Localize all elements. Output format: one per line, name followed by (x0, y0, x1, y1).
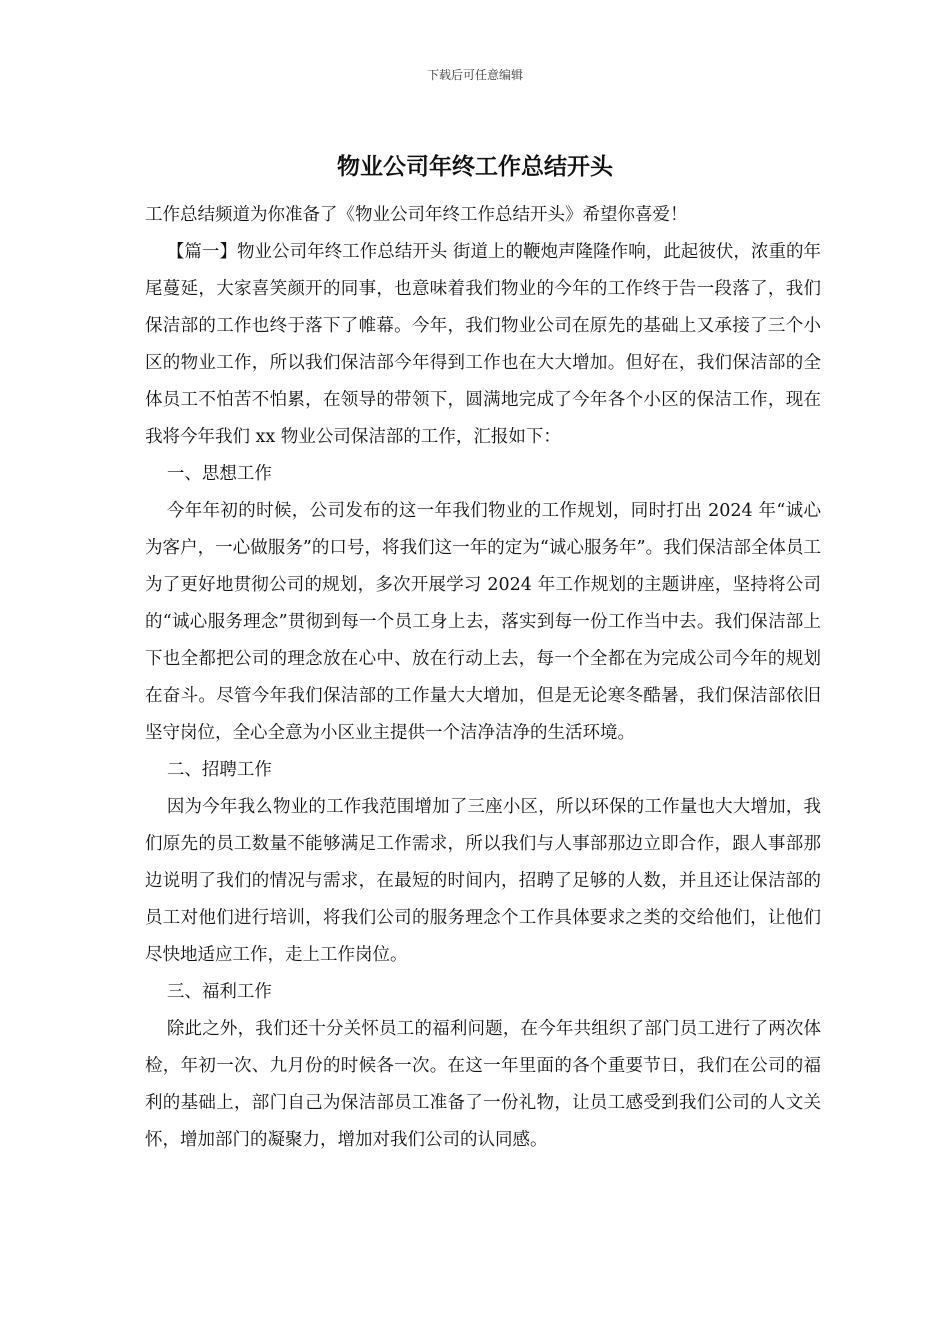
body-paragraph: 今年年初的时候，公司发布的这一年我们物业的工作规划，同时打出 2024 年“诚心为客户，一心做服务”的口号，将我们这一年的定为“诚心服务年”。我们保洁部全体员工为了更好地贯彻公司的规划，多次开展学习 2024 年工作规划的主题讲座，坚持将公司的“诚心服务理念”贯彻到每一个员工身上去，落实到每一份工作当中去。我们保洁部上下也全都把公司的理念放在心中、放在行动上去，每一个全都在为完成公司今年的规划在奋斗。尽管今年我们保洁部的工作量大大增加，但是无论寒冬酷暑，我们保洁部依旧坚守岗位，全心全意为小区业主提供一个洁净洁净的生活环境。 (145, 501, 821, 743)
intro-paragraph: 工作总结频道为你准备了《物业公司年终工作总结开头》希望你喜爱！ (145, 205, 688, 225)
body-paragraph: 因为今年我么物业的工作我范围增加了三座小区，所以环保的工作量也大大增加，我们原先的员工数量不能够满足工作需求，所以我们与人事部那边立即合作，跟人事部那边说明了我们的情况与需求，在最短的时间内，招聘了足够的人数，并且还让保洁部的员工对他们进行培训，将我们公司的服务理念个工作具体要求之类的交给他们，让他们尽快地适应工作，走上工作岗位。 (145, 797, 821, 965)
body-paragraph: 【篇一】物业公司年终工作总结开头 街道上的鞭炮声隆隆作响，此起彼伏，浓重的年尾蔓延，大家喜笑颜开的同事，也意味着我们物业的今年的工作终于告一段落了，我们保洁部的工作也终于落下了帷幕。今年，我们物业公司在原先的基础上又承接了三个小区的物业工作，所以我们保洁部今年得到工作也在大大增加。但好在，我们保洁部的全体员工不怕苦不怕累，在领导的带领下，圆满地完成了今年各个小区的保洁工作，现在我将今年我们 xx 物业公司保洁部的工作，汇报如下： (145, 242, 821, 447)
section-heading: 一、思想工作 (166, 464, 272, 484)
header-note: 下载后可任意编辑 (426, 68, 523, 82)
document-title: 物业公司年终工作总结开头 (337, 153, 613, 180)
section-heading: 三、福利工作 (166, 982, 272, 1002)
section-heading: 二、招聘工作 (166, 760, 272, 780)
document-body (145, 197, 821, 1159)
body-paragraph: 除此之外，我们还十分关怀员工的福利问题，在今年共组织了部门员工进行了两次体检，年初一次、九月份的时候各一次。在这一年里面的各个重要节日，我们在公司的福利的基础上，部门自己为保洁部员工准备了一份礼物，让员工感受到我们公司的人文关怀，增加部门的凝聚力，增加对我们公司的认同感。 (145, 1019, 821, 1150)
